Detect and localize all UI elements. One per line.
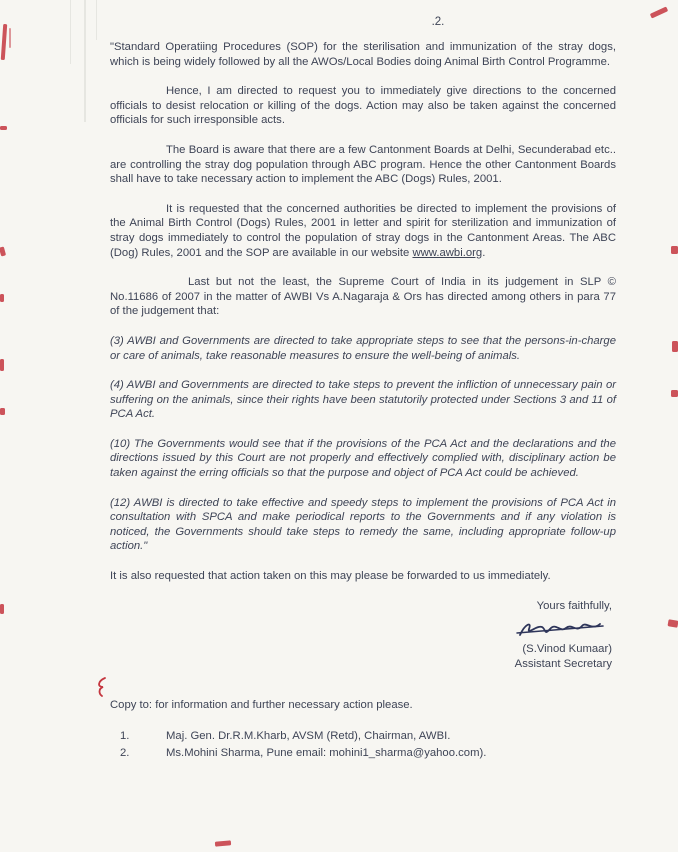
para-hence-request: Hence, I am directed to request you to immediately give directions to the concerned officials to desist relocation or killing of the dogs. Action may also be taken against the concerned officials for such irresponsible acts. (110, 85, 616, 127)
scan-mark (671, 390, 678, 397)
para-abc-rules-text: It is requested that the concerned authorities be directed to implement the provisions of the Animal Birth Control (Dogs) Rules, 2001 in letter and spirit for sterilization and immunization of stray dogs immediately to control the population of stray dogs in the Cantonment Areas. The ABC (Dog) Rules, 2001 and the SOP are available in our website (110, 202, 616, 259)
scan-mark (0, 247, 6, 257)
scan-mark (0, 126, 7, 130)
para-sop: "Standard Operatiing Procedures (SOP) for the sterilisation and immunization of the stray dogs, which is being widely followed by all the AWOs/Local Bodies doing Animal Birth Control Programme. (110, 41, 616, 68)
recipient-number: 1. (120, 730, 130, 743)
para-abc-rules (110, 202, 616, 260)
scan-streak (96, 0, 97, 40)
recipient-row (110, 746, 616, 761)
signature-scribble (514, 616, 606, 642)
scan-mark (215, 840, 231, 846)
scan-mark (1, 24, 8, 60)
scan-mark (9, 28, 11, 48)
judgement-quote-4: (4) AWBI and Governments are directed to take steps to prevent the infliction of unnecessary pain or suffering on the animals, since their rights have been statutorily protected under Sections 3 and 11 of PCA Act. (110, 379, 616, 421)
letter-body (110, 40, 616, 762)
signatory-name: (S.Vinod Kumaar) (522, 642, 612, 655)
signatory-title: Assistant Secretary (514, 657, 612, 670)
para-supreme-court: Last but not the least, the Supreme Court of India in its judgement in SLP © No.11686 of 2007 in the matter of AWBI Vs A.Nagaraja & Ors has directed among others in para 77 of the judgement that: (110, 276, 616, 318)
recipient-row (110, 729, 616, 744)
recipient-list (110, 729, 616, 760)
salutation: Yours faithfully, (536, 599, 612, 612)
recipient-number: 2. (120, 746, 130, 759)
scan-mark (667, 619, 678, 628)
judgement-quote-12: (12) AWBI is directed to take effective and speedy steps to implement the provisions of PCA Act in consultation with SPCA and make periodical reports to the Governments and if any violation is noticed, the Governments should take steps to remedy the same, including appropriate follow-up action." (110, 496, 616, 553)
scan-mark (0, 359, 4, 371)
scan-mark (671, 246, 678, 254)
scan-streak (84, 0, 86, 122)
recipient-text: Ms.Mohini Sharma, Pune email: mohini1_sharma@yahoo.com). (166, 746, 487, 759)
scan-mark (0, 604, 4, 614)
scan-mark (0, 408, 5, 415)
para-action-taken: It is also requested that action taken on this may please be forwarded to us immediately. (110, 570, 551, 583)
scan-streak (70, 0, 71, 64)
judgement-quote-10: (10) The Governments would see that if the provisions of the PCA Act and the declarations and the directions issued by this Court are not properly and effectively complied with, disciplinary action be taken against the erring officials so that the purpose and object of PCA Act could be achieved. (110, 437, 616, 480)
scan-mark (672, 341, 678, 352)
judgement-quote-3: (3) AWBI and Governments are directed to take appropriate steps to see that the persons-in-charge or care of animals, take reasonable measures to ensure the well-being of animals. (110, 334, 616, 362)
para-cantonment-boards: The Board is aware that there are a few Cantonment Boards at Delhi, Secunderabad etc.. are controlling the stray dog population through ABC program. Hence the other Cantonment Boards shall have to take necessary action to implement the ABC (Dogs) Rules, 2001. (110, 143, 616, 186)
para-abc-rules-period: . (482, 246, 486, 259)
copy-to-line: Copy to: for information and further necessary action please. (110, 698, 413, 711)
red-pen-squiggle (95, 676, 109, 698)
signoff-block (110, 599, 612, 672)
scan-mark (0, 294, 4, 302)
scan-mark (650, 6, 668, 18)
recipient-text: Maj. Gen. Dr.R.M.Kharb, AVSM (Retd), Chairman, AWBI. (166, 730, 451, 743)
awbi-website-link[interactable]: www.awbi.org (412, 246, 483, 259)
page-number: .2. (431, 16, 445, 28)
